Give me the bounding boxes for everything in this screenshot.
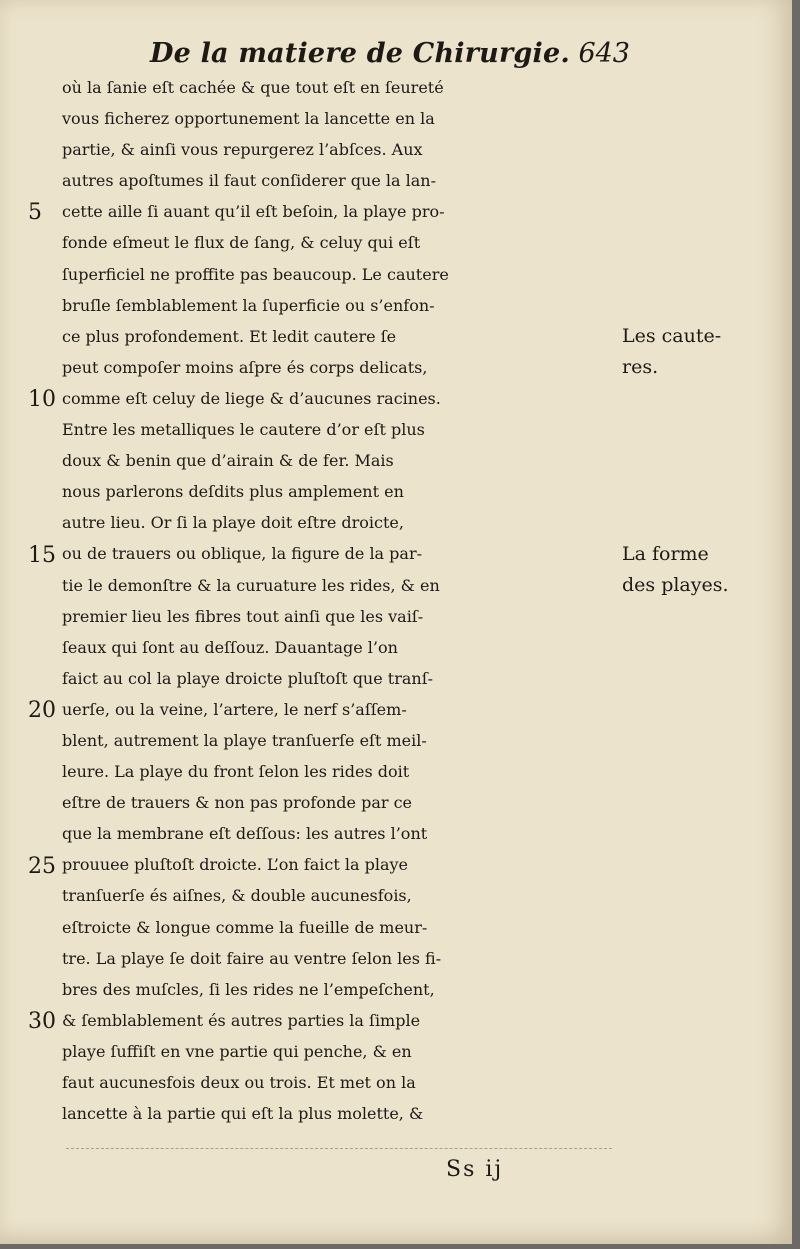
text-line: prouuee pluſtoſt droicte. L’on faict la playe xyxy=(62,855,409,875)
text-line: playe ſuffiſt en vne partie qui penche, & en xyxy=(62,1041,412,1061)
text-line: premier lieu les fibres tout ainſi que les vaiſ- xyxy=(62,606,424,626)
text-line: comme eſt celuy de liege & d’aucunes racines. xyxy=(62,388,441,408)
bottom-rule xyxy=(66,1148,612,1149)
text-line: nous parlerons deſdits plus amplement en xyxy=(62,482,404,502)
text-line: faut aucunesfois deux ou trois. Et met on la xyxy=(62,1073,416,1092)
margin-note: La forme xyxy=(622,542,709,565)
text-line: ou de trauers ou oblique, la figure de la par- xyxy=(62,544,423,564)
body-text xyxy=(62,72,622,1129)
text-line: tie le demonſtre & la curuature les rides, & en xyxy=(62,575,440,595)
text-line: fonde eſmeut le flux de ſang, & celuy qui eſt xyxy=(62,233,421,253)
margin-note: res. xyxy=(622,355,659,378)
line-number: 30 xyxy=(28,1009,56,1034)
text-line: peut compoſer moins aſpre és corps delicats, xyxy=(62,357,428,377)
text-line: eſtre de trauers & non pas profonde par ce xyxy=(62,793,413,813)
page-number: 643 xyxy=(578,38,630,69)
line-number: 5 xyxy=(28,200,42,226)
line-number: 15 xyxy=(28,542,56,568)
text-line: vous ficherez opportunement la lancette en la xyxy=(62,109,435,129)
text-line: ſuperficiel ne proffite pas beaucoup. Le cautere xyxy=(62,264,449,284)
signature-mark: Ss ij xyxy=(446,1157,504,1182)
line-number: 25 xyxy=(28,853,56,879)
margin-note: Les caute- xyxy=(622,324,722,347)
text-line: eſtroicte & longue comme la fueille de meur- xyxy=(62,917,428,937)
text-line: & ſemblablement és autres parties la ſimple xyxy=(62,1010,421,1030)
text-line: uerſe, ou la veine, l’artere, le nerf s’aſſem- xyxy=(62,699,407,719)
text-line: partie, & ainſi vous repurgerez l’abſces. Aux xyxy=(62,140,423,160)
text-line: faict au col la playe droicte pluſtoſt que tranſ- xyxy=(62,668,434,688)
text-line: lancette à la partie qui eſt la plus molette, & xyxy=(62,1104,424,1124)
text-line: tranſuerſe és aiſnes, & double aucunesfois, xyxy=(62,886,412,906)
text-line: doux & benin que d’airain & de fer. Mais xyxy=(62,451,394,471)
text-line: ce plus profondement. Et ledit cautere ſe xyxy=(62,326,397,346)
text-line: leure. La playe du front ſelon les rides doit xyxy=(62,762,410,782)
text-line: autre lieu. Or ſi la playe doit eſtre droicte, xyxy=(62,513,404,533)
text-line: bruſle ſemblablement la ſuperficie ou s’enfon- xyxy=(62,295,435,315)
line-number: 10 xyxy=(28,387,56,412)
page-header xyxy=(150,38,630,72)
text-line: blent, autrement la playe tranſuerſe eſt meil- xyxy=(62,730,427,750)
text-line: autres apoſtumes il faut conſiderer que la lan- xyxy=(62,171,437,191)
text-line: cette aille ſi auant qu’il eſt beſoin, la playe pro- xyxy=(62,202,445,222)
text-line: tre. La playe ſe doit faire au ventre ſelon les fi- xyxy=(62,948,442,968)
margin-note: des playes. xyxy=(622,573,729,596)
text-line: Entre les metalliques le cautere d’or eſt plus xyxy=(62,420,425,440)
text-line: bres des muſcles, ſi les rides ne l’empeſchent, xyxy=(62,979,435,999)
line-number: 20 xyxy=(28,698,56,723)
running-title: De la matiere de Chirurgie. xyxy=(150,38,570,69)
text-line: ſeaux qui ſont au deſſouz. Dauantage l’on xyxy=(62,637,398,657)
text-line: que la membrane eſt deſſous: les autres l’ont xyxy=(62,824,428,844)
text-line: où la ſanie eſt cachée & que tout eſt en ſeureté xyxy=(62,78,444,97)
